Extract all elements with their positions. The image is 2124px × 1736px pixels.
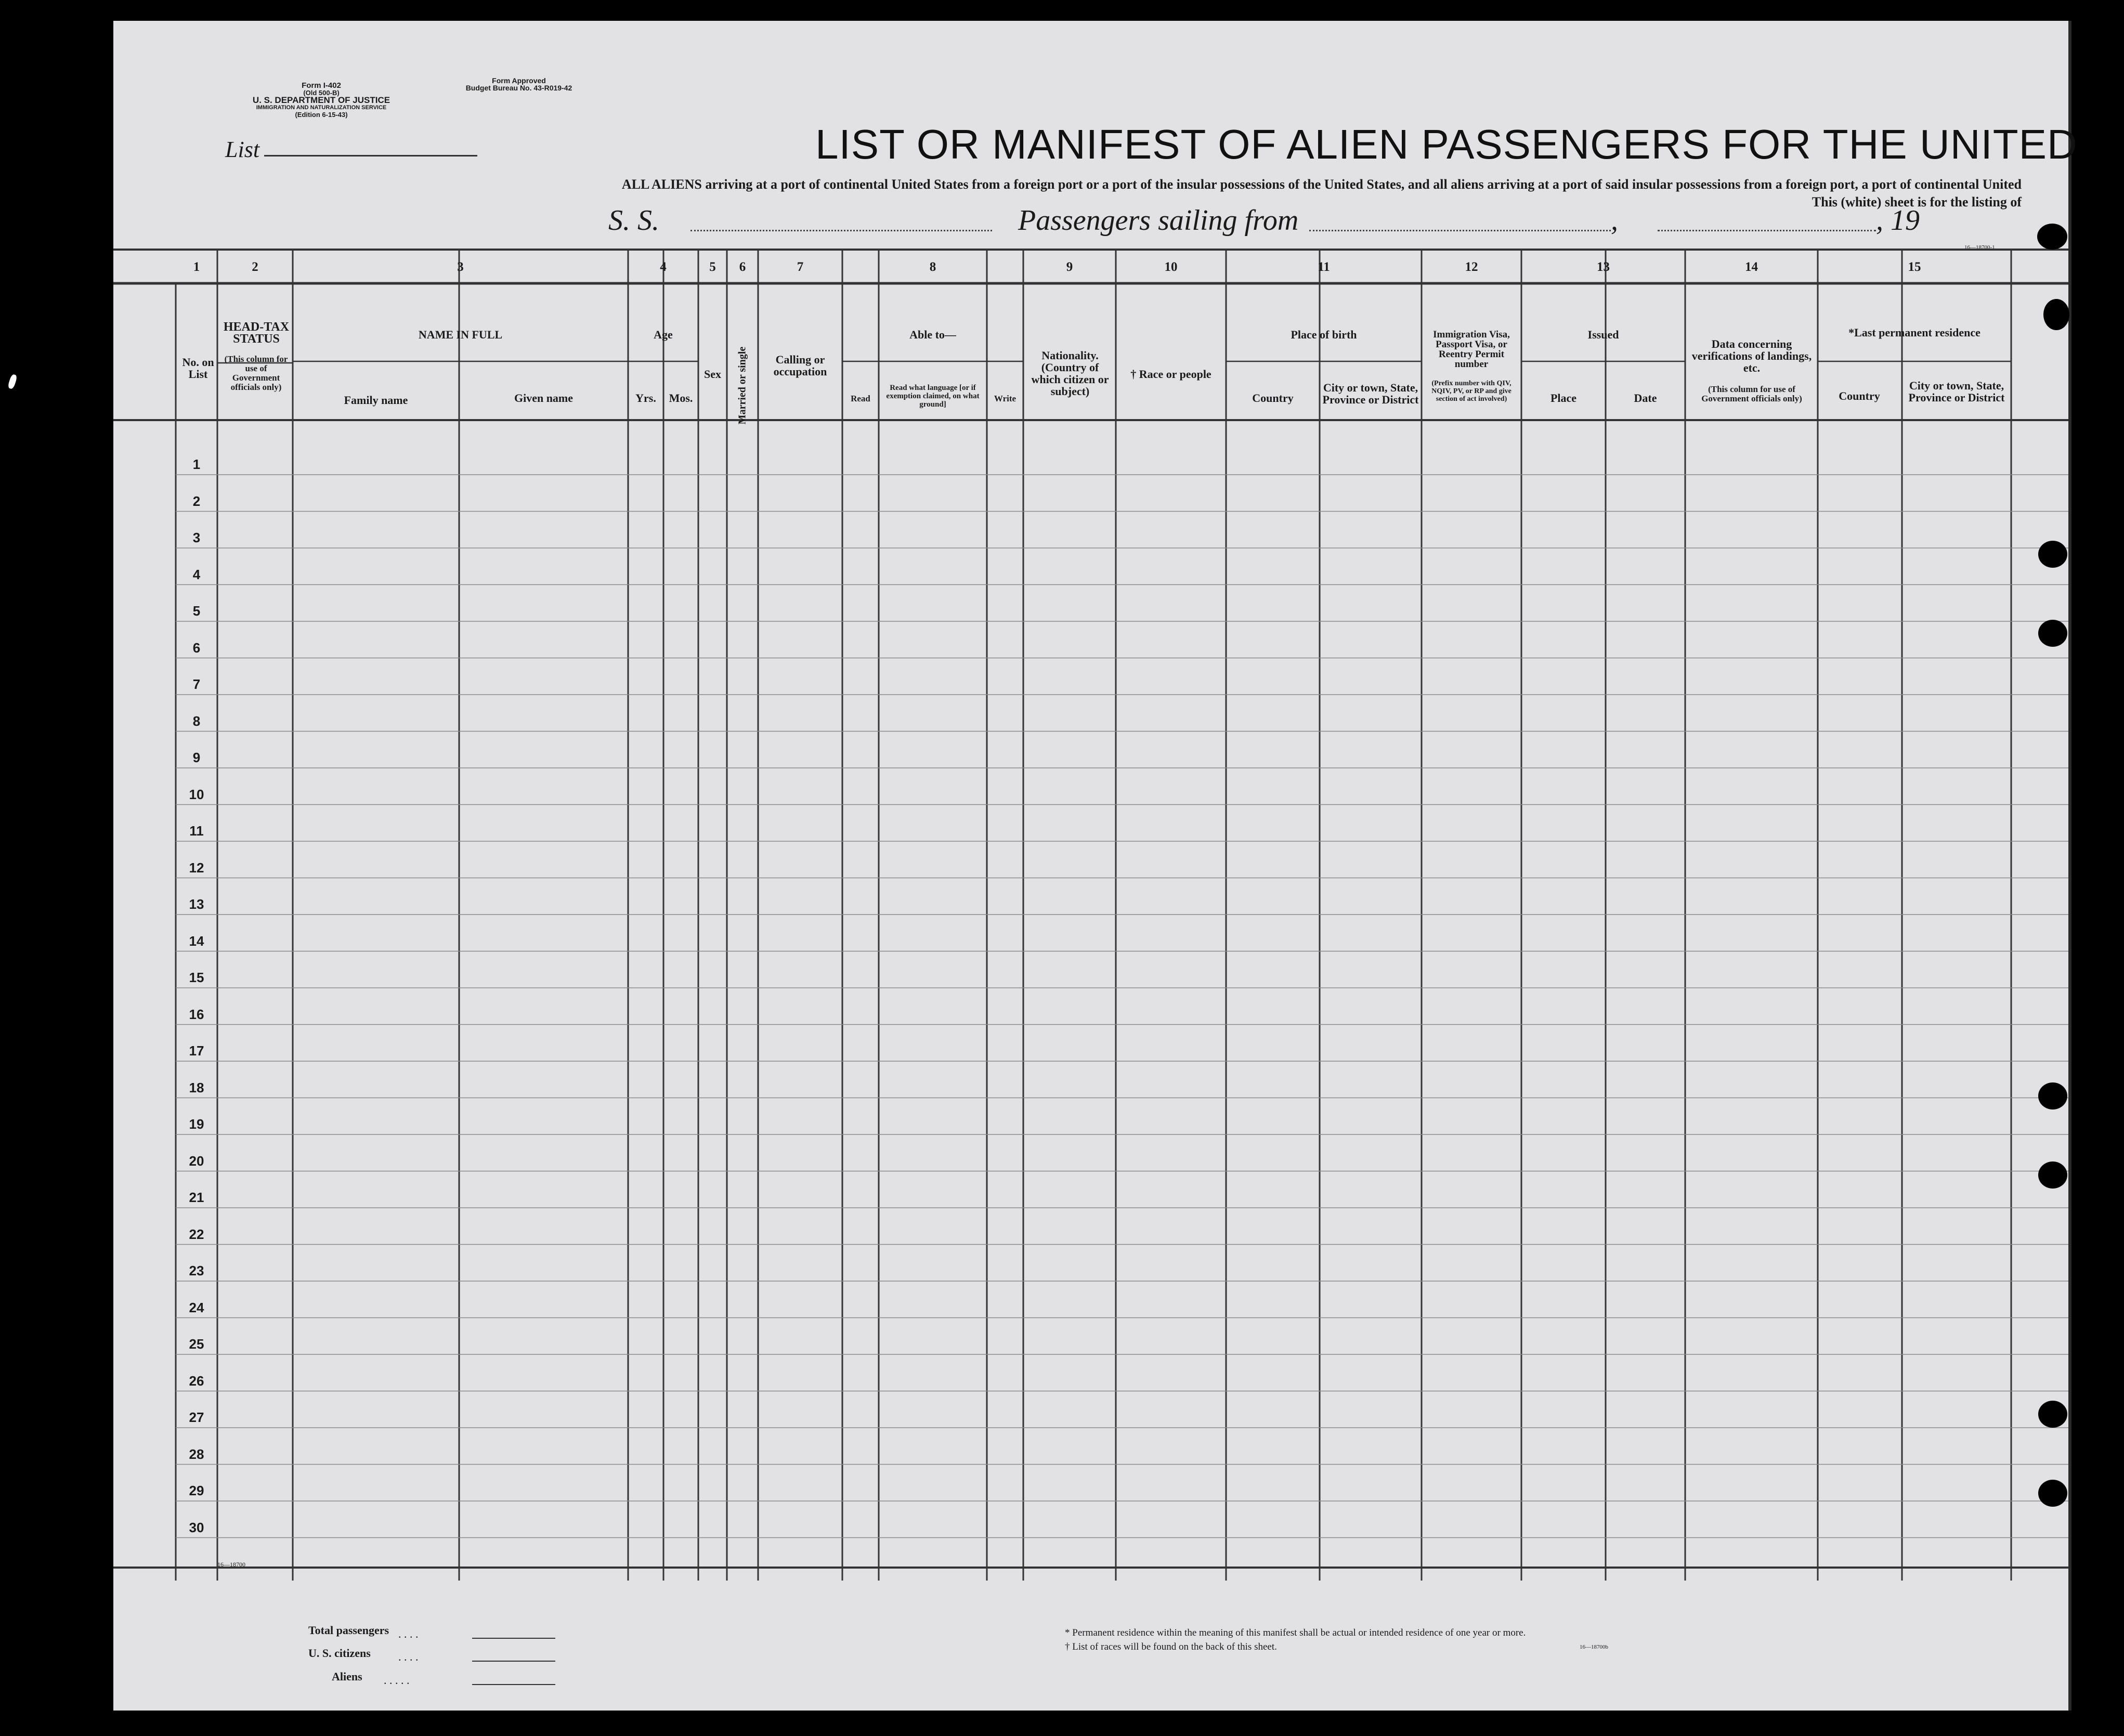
- manifest-sheet: [113, 21, 2078, 1711]
- header-issued: Issued: [1587, 328, 1619, 341]
- row-number: 29: [189, 1483, 204, 1498]
- old-form-number: (Old 500-B): [303, 89, 340, 97]
- row-number: 9: [192, 750, 201, 765]
- budget-bureau-number: Budget Bureau No. 43-R019-42: [465, 84, 572, 92]
- header-able-to: Able to—: [909, 328, 956, 341]
- row-number: 24: [189, 1299, 204, 1315]
- row-number: 26: [189, 1373, 204, 1389]
- ship-label: S. S.: [608, 204, 659, 237]
- total-passengers-field[interactable]: [472, 1638, 555, 1639]
- row-number: 25: [189, 1336, 204, 1352]
- aliens-field[interactable]: [472, 1684, 555, 1685]
- department-name: U. S. DEPARTMENT OF JUSTICE: [252, 95, 390, 105]
- header-issued-place: Place: [1550, 391, 1577, 404]
- header-age-years: Yrs.: [635, 391, 656, 404]
- header-last-residence: *Last permanent residence: [1848, 326, 1980, 339]
- header-read-language: Read what language [or if exemption claimed, on what ground]: [886, 384, 980, 409]
- row-number: 7: [192, 676, 201, 692]
- punch-hole: [2038, 1480, 2067, 1507]
- row-number: 10: [189, 786, 204, 802]
- row-number: 15: [189, 970, 204, 985]
- footnote-races: † List of races will be found on the back of this sheet.: [1065, 1641, 1277, 1652]
- punch-hole: [2038, 1401, 2067, 1428]
- col-num-10: 10: [1164, 260, 1178, 274]
- punch-hole: [2038, 1082, 2067, 1110]
- sailing-from-label: Passengers sailing from: [1018, 204, 1299, 237]
- header-calling: Calling or occupation: [773, 353, 827, 378]
- col-num-9: 9: [1066, 260, 1073, 274]
- sheet-note: This (white) sheet is for the listing of: [1812, 194, 2022, 210]
- edition: (Edition 6-15-43): [295, 111, 348, 119]
- header-family-name: Family name: [344, 394, 408, 407]
- list-label: List: [225, 137, 260, 162]
- header-birth-country: Country: [1252, 391, 1294, 404]
- scan-mark: [7, 374, 18, 389]
- row-number: 4: [192, 566, 201, 582]
- col-num-1: 1: [193, 260, 200, 274]
- aliens-label: Aliens: [332, 1670, 362, 1683]
- row-number: 16: [189, 1006, 204, 1022]
- col-num-5: 5: [709, 260, 716, 274]
- row-number: 11: [189, 823, 204, 839]
- print-code-bottom: 16—18700: [217, 1561, 245, 1568]
- col-num-2: 2: [252, 260, 258, 274]
- row-number: 23: [189, 1263, 204, 1278]
- header-write: Write: [994, 394, 1017, 403]
- header-race: † Race or people: [1130, 368, 1211, 381]
- col-num-13: 13: [1597, 260, 1610, 274]
- header-head-tax-note: (This column for use of Government officials only): [224, 354, 288, 392]
- header-sex: Sex: [704, 368, 721, 381]
- header-data-concerning: Data concerning verifications of landings, etc.: [1691, 337, 1812, 374]
- header-birth-city: City or town, State, Province or District: [1322, 381, 1419, 406]
- punch-hole: [2038, 620, 2067, 647]
- us-citizens-label: U. S. citizens: [308, 1647, 371, 1660]
- year-label: , 19: [1876, 204, 1920, 237]
- page-title: LIST OR MANIFEST OF ALIEN PASSENGERS FOR THE UNITED: [815, 121, 2078, 167]
- row-number: 27: [189, 1409, 204, 1425]
- col-num-7: 7: [797, 260, 804, 274]
- row-number: 20: [189, 1153, 204, 1169]
- col-num-3: 3: [457, 260, 464, 274]
- service-name: IMMIGRATION AND NATURALIZATION SERVICE: [256, 105, 387, 111]
- row-number: 17: [189, 1043, 204, 1059]
- col-num-8: 8: [929, 260, 936, 274]
- header-visa-note: (Prefix number with QIV, NQIV, PV, or RP and give section of act involved): [1431, 380, 1511, 403]
- col-num-11: 11: [1318, 260, 1330, 274]
- comma-separator: ,: [1611, 204, 1618, 237]
- form-approved: Form Approved: [492, 76, 546, 85]
- form-number: Form I-402: [302, 81, 341, 90]
- punch-hole: [2037, 224, 2067, 250]
- header-data-note: (This column for use of Government officials only): [1701, 384, 1802, 403]
- col-num-15: 15: [1908, 260, 1921, 274]
- row-number: 2: [192, 493, 201, 509]
- row-number: 8: [192, 713, 201, 729]
- row-number: 30: [189, 1519, 204, 1535]
- row-number: 21: [189, 1190, 204, 1205]
- header-read: Read: [851, 394, 870, 403]
- row-number: 19: [189, 1116, 204, 1132]
- us-citizens-dots: . . . .: [398, 1650, 419, 1663]
- col-num-12: 12: [1465, 260, 1478, 274]
- header-given-name: Given name: [514, 391, 574, 404]
- header-issued-date: Date: [1634, 391, 1657, 404]
- header-married-single: Married or single: [736, 346, 748, 425]
- print-code-footnote: 16—18700b: [1580, 1644, 1608, 1650]
- punch-hole: [2038, 1161, 2067, 1189]
- row-number: 28: [189, 1446, 204, 1462]
- row-number: 12: [189, 859, 204, 876]
- col-num-14: 14: [1745, 260, 1758, 274]
- header-no-on-list: No. on List: [182, 356, 214, 381]
- header-immigration-visa: Immigration Visa, Passport Visa, or Reentry Permit number: [1433, 329, 1510, 370]
- row-number: 18: [189, 1079, 204, 1095]
- row-number: 22: [189, 1226, 204, 1242]
- row-number: 14: [189, 933, 204, 949]
- header-age-months: Mos.: [669, 391, 693, 404]
- row-number: 5: [192, 603, 201, 619]
- header-residence-country: Country: [1839, 389, 1880, 402]
- us-citizens-field[interactable]: [472, 1661, 555, 1662]
- total-passengers-label: Total passengers: [308, 1624, 389, 1637]
- header-head-tax: HEAD-TAX STATUS: [223, 320, 290, 346]
- print-code-top: 16—18700-1: [1964, 244, 1995, 251]
- row-number: 1: [192, 456, 201, 472]
- row-number: 13: [189, 896, 204, 912]
- col-num-6: 6: [739, 260, 746, 274]
- header-nationality: Nationality. (Country of which citizen or subject): [1031, 349, 1109, 398]
- col-num-4: 4: [660, 260, 667, 274]
- row-number: 6: [192, 639, 201, 656]
- header-residence-city: City or town, State, Province or District: [1908, 379, 2005, 404]
- aliens-dots: . . . . .: [384, 1674, 410, 1687]
- total-passengers-dots: . . . .: [398, 1627, 419, 1640]
- row-number: 3: [192, 530, 201, 545]
- header-age: Age: [654, 328, 673, 341]
- header-name-in-full: NAME IN FULL: [418, 328, 503, 341]
- instructions-line: ALL ALIENS arriving at a port of continental United States from a foreign port or a port of the insular possessions of the United States, and all aliens arriving at a port of said insular possessions from a foreign port, a port of continental United: [621, 177, 2022, 192]
- punch-hole: [2043, 299, 2069, 330]
- footnote-residence: * Permanent residence within the meaning of this manifest shall be actual or intended residence of one year or more.: [1065, 1627, 1526, 1638]
- punch-hole: [2038, 541, 2067, 568]
- header-place-of-birth: Place of birth: [1291, 328, 1357, 341]
